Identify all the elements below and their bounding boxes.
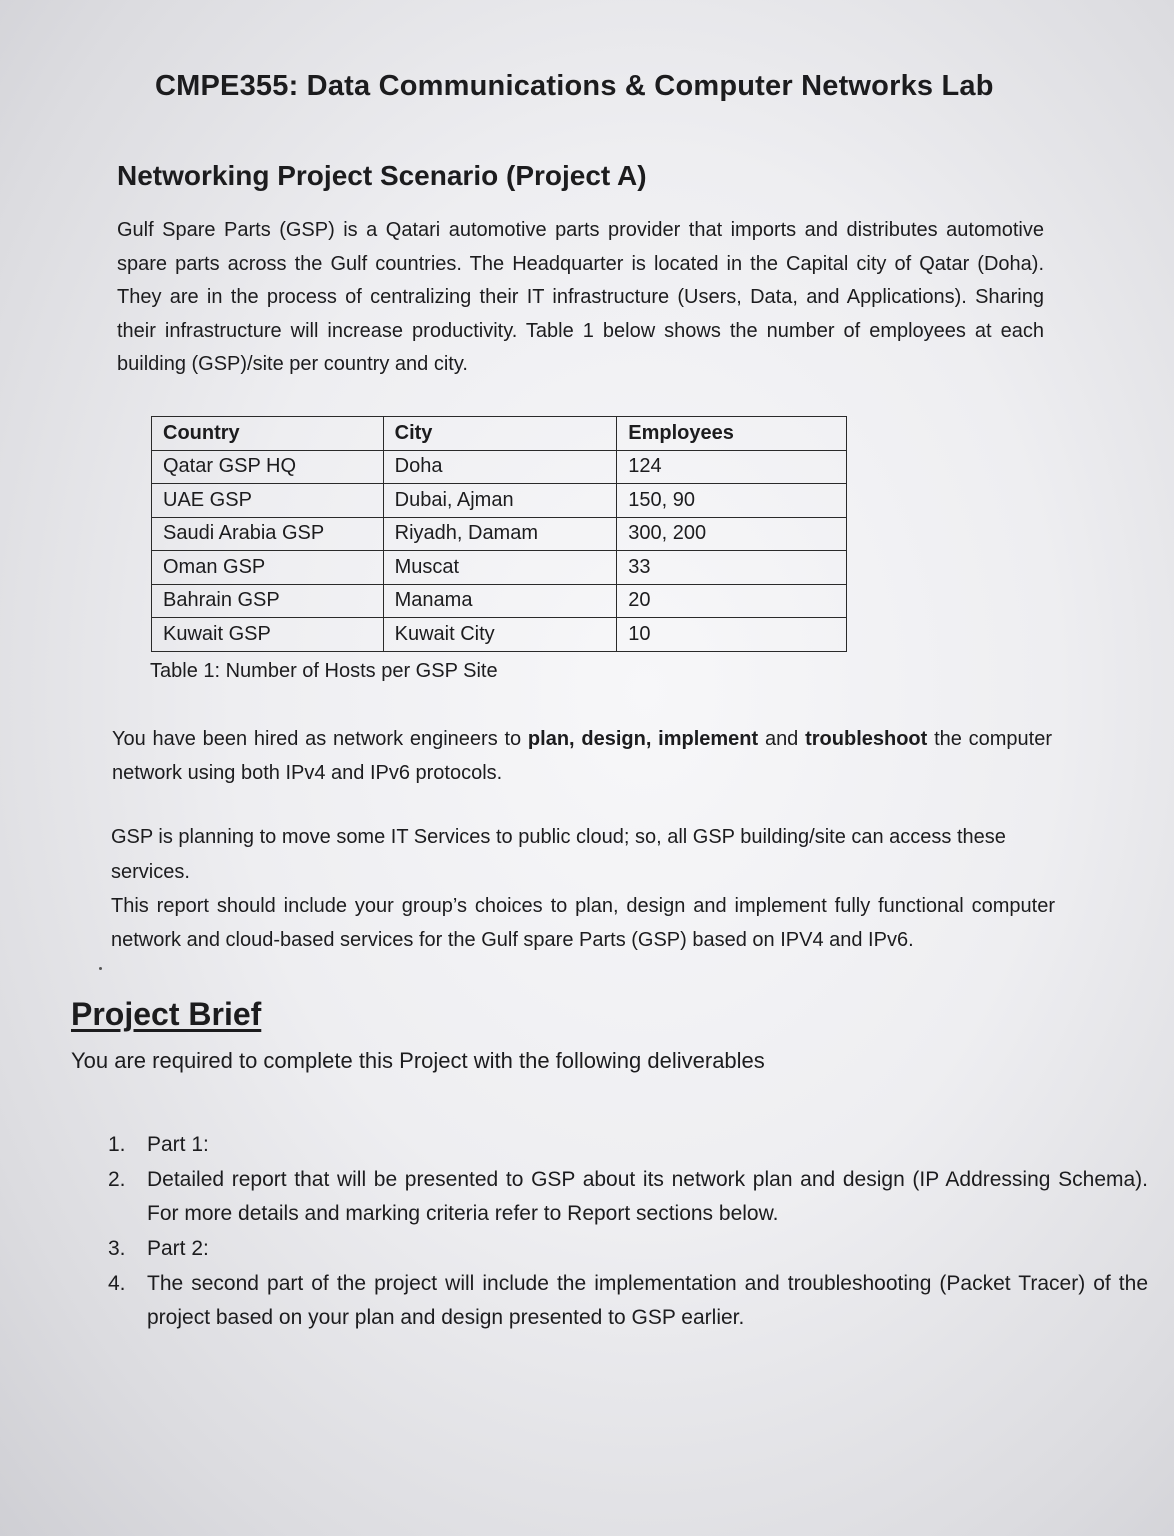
- list-item: [108, 1163, 1148, 1231]
- table-row: [152, 584, 847, 618]
- cell-employees: 150, 90: [617, 484, 847, 518]
- table-row: [152, 450, 847, 484]
- cell-country: Qatar GSP HQ: [152, 450, 384, 484]
- hired-bold-1: plan, design, implement: [527, 728, 759, 750]
- hired-text-1: You have been hired as network engineers to: [112, 728, 528, 750]
- cell-country: Saudi Arabia GSP: [152, 517, 384, 551]
- cell-country: UAE GSP: [152, 484, 384, 518]
- hired-text-3: the computer network using both IPv4 and IPv6 protocols.: [112, 728, 1053, 784]
- list-text: The second part of the project will include the implementation and troubleshooting (Packet Tracer) of the project based on your plan and design presented to GSP earlier.: [147, 1272, 1148, 1329]
- table-row: [152, 484, 847, 518]
- cell-employees: 124: [617, 450, 847, 484]
- cell-employees: 20: [617, 584, 847, 618]
- list-item: [108, 1267, 1148, 1335]
- list-text: Part 2:: [147, 1237, 209, 1260]
- list-number: 3.: [108, 1237, 126, 1260]
- stray-mark: [99, 967, 102, 970]
- header-employees: Employees: [617, 417, 847, 451]
- list-text: Part 1:: [147, 1133, 209, 1156]
- hired-text-2: and: [758, 728, 806, 750]
- cell-city: Dubai, Ajman: [383, 484, 617, 518]
- cell-city: Manama: [383, 584, 617, 618]
- scenario-title: Networking Project Scenario (Project A): [117, 160, 647, 191]
- list-item: [108, 1128, 1148, 1162]
- table-row: [152, 551, 847, 585]
- table-header-row: [152, 417, 847, 451]
- cell-city: Muscat: [383, 551, 617, 585]
- header-city: City: [383, 417, 617, 451]
- deliverables-list: [108, 1128, 1148, 1336]
- cell-country: Kuwait GSP: [152, 618, 384, 652]
- course-title: CMPE355: Data Communications & Computer Networks Lab: [155, 70, 994, 102]
- cell-city: Riyadh, Damam: [383, 517, 617, 551]
- cell-city: Doha: [383, 450, 617, 484]
- cell-country: Bahrain GSP: [152, 584, 384, 618]
- table-row: [152, 517, 847, 551]
- header-country: Country: [152, 417, 384, 451]
- hosts-table: [151, 416, 847, 652]
- list-item: [108, 1232, 1148, 1266]
- intro-paragraph: Gulf Spare Parts (GSP) is a Qatari automotive parts provider that imports and distributes automotive spare parts across the Gulf countries. The Headquarter is located in the Capital city of Qatar (Doha). They are in the process of centralizing their IT infrastructure (Users, Data, and Applications). Sharing their infrastructure will increase productivity. Table 1 below shows the number of employees at each building (GSP)/site per country and city.: [117, 219, 1044, 375]
- hired-paragraph: [112, 722, 1052, 790]
- project-brief-heading: Project Brief: [71, 996, 262, 1032]
- list-number: 2.: [108, 1168, 126, 1191]
- list-text: Detailed report that will be presented to GSP about its network plan and design (IP Addressing Schema). For more details and marking criteria refer to Report sections below.: [147, 1168, 1148, 1225]
- project-brief-intro: You are required to complete this Project with the following deliverables: [71, 1048, 765, 1073]
- cloud-paragraph: GSP is planning to move some IT Services to public cloud; so, all GSP building/site can access these services.: [111, 826, 1006, 883]
- cell-country: Oman GSP: [152, 551, 384, 585]
- hired-bold-2: troubleshoot: [805, 728, 928, 750]
- report-paragraph: This report should include your group’s choices to plan, design and implement fully functional computer network and cloud-based services for the Gulf spare Parts (GSP) based on IPV4 and IPv6.: [111, 895, 1055, 951]
- cell-city: Kuwait City: [383, 618, 617, 652]
- table-row: [152, 618, 847, 652]
- cell-employees: 300, 200: [617, 517, 847, 551]
- cell-employees: 33: [617, 551, 847, 585]
- list-number: 1.: [108, 1133, 126, 1156]
- cell-employees: 10: [617, 618, 847, 652]
- list-number: 4.: [108, 1272, 126, 1295]
- table-caption: Table 1: Number of Hosts per GSP Site: [150, 660, 498, 682]
